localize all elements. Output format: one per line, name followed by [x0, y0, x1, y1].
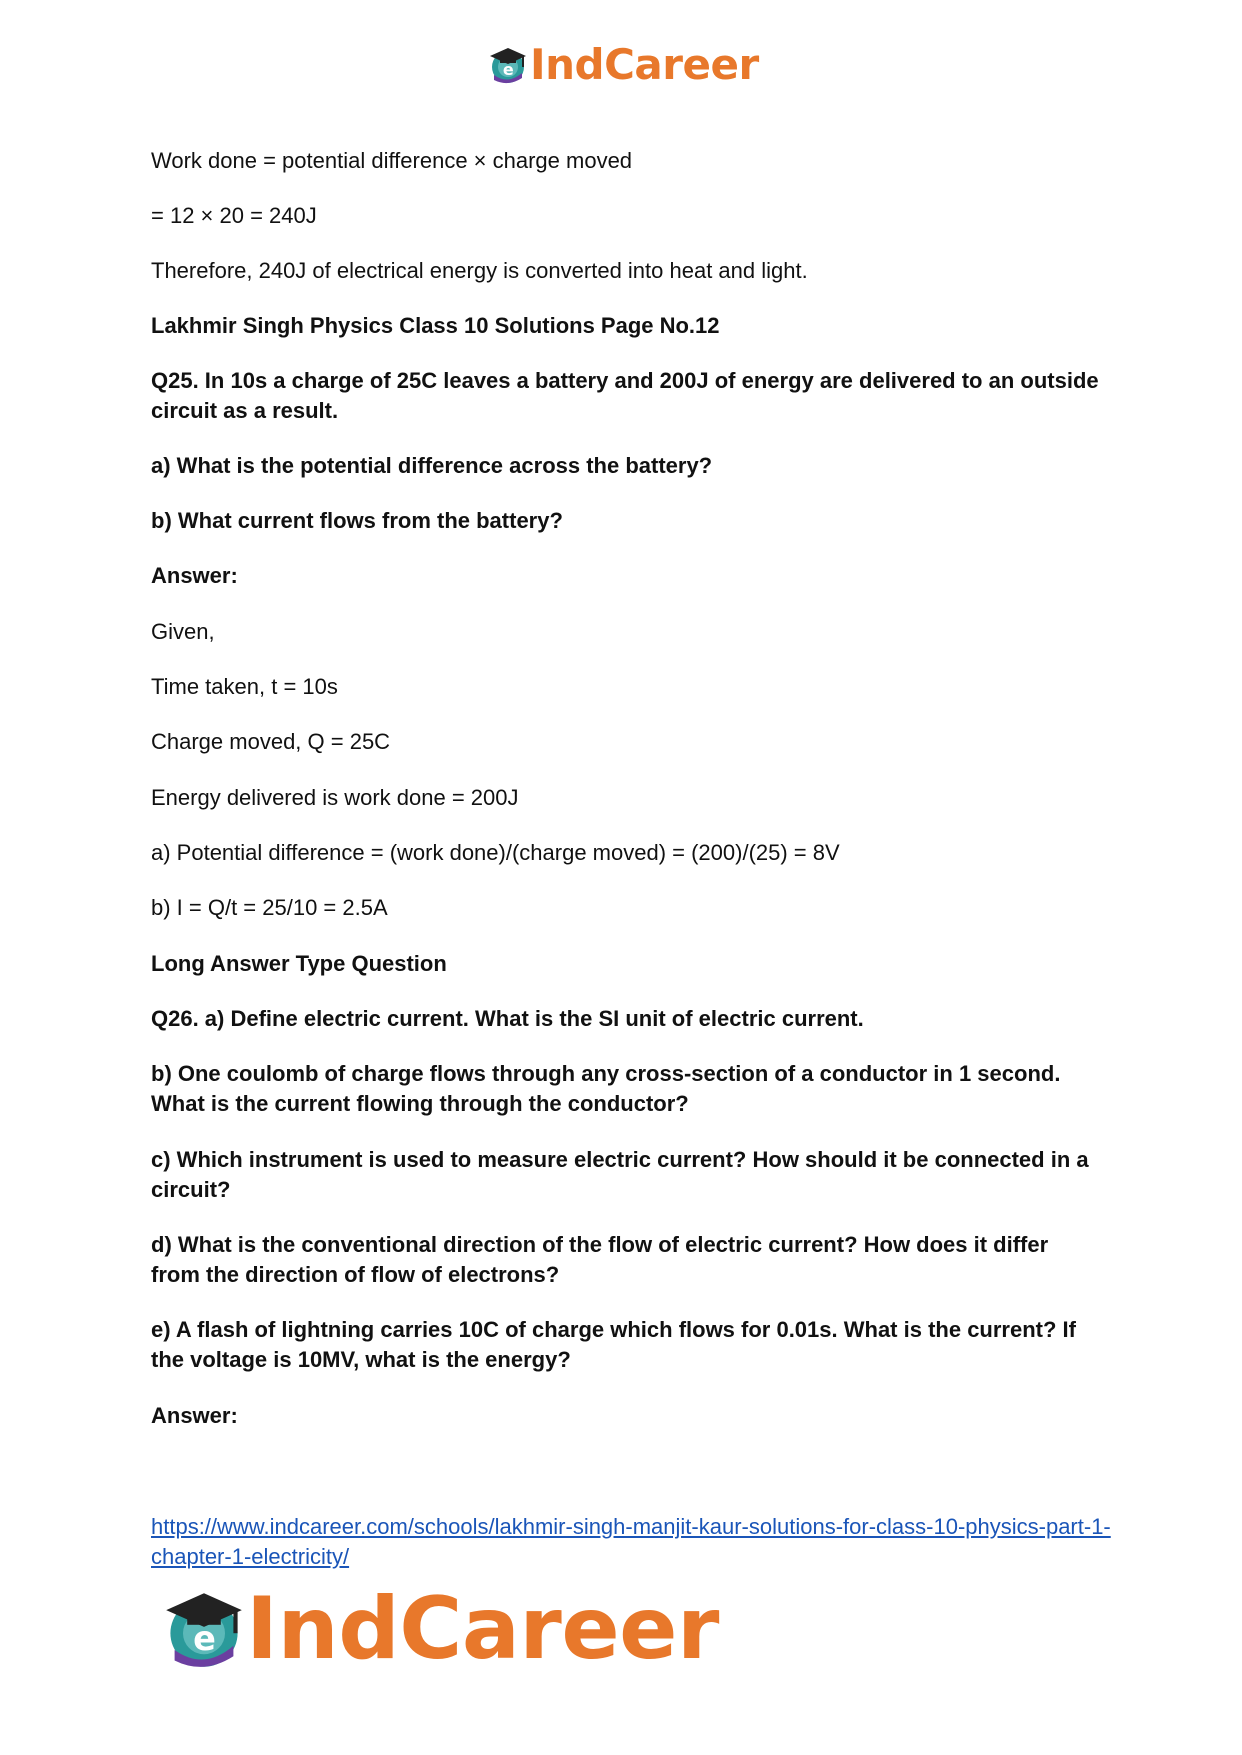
question: Q26. a) Define electric current. What is the SI unit of electric current. [151, 1006, 864, 1031]
question-part: c) Which instrument is used to measure electric current? How should it be connected in a circuit? [151, 1147, 1089, 1202]
paragraph: Energy delivered is work done = 200J [151, 785, 519, 810]
question: Q25. In 10s a charge of 25C leaves a battery and 200J of energy are delivered to an outside circuit as a result. [151, 368, 1099, 423]
paragraph: Time taken, t = 10s [151, 674, 338, 699]
logo-wordmark: IndCareer [246, 1579, 719, 1679]
paragraph: b) I = Q/t = 25/10 = 2.5A [151, 895, 388, 920]
question-part: b) One coulomb of charge flows through any cross-section of a conductor in 1 second. What is the current flowing through the conductor? [151, 1061, 1061, 1116]
paragraph: Work done = potential difference × charge moved [151, 148, 633, 173]
answer-label: Answer: [151, 563, 238, 588]
question-part: e) A flash of lightning carries 10C of charge which flows for 0.01s. What is the current? If the voltage is 10MV, what is the energy? [151, 1317, 1076, 1372]
footer-logo [162, 1579, 719, 1679]
graduation-cap-globe-icon [162, 1587, 246, 1671]
paragraph: Given, [151, 619, 215, 644]
section-heading: Long Answer Type Question [151, 951, 447, 976]
paragraph: = 12 × 20 = 240J [151, 203, 317, 228]
svg-text:e: e [502, 60, 514, 79]
logo-wordmark: IndCareer [530, 40, 759, 89]
paragraph: Therefore, 240J of electrical energy is converted into heat and light. [151, 258, 808, 283]
question-part: d) What is the conventional direction of the flow of electric current? How does it differ from the direction of flow of electrons? [151, 1232, 1049, 1287]
answer-label: Answer: [151, 1403, 238, 1428]
paragraph: Charge moved, Q = 25C [151, 729, 391, 754]
question-part: a) What is the potential difference across the battery? [151, 453, 713, 478]
source-link[interactable]: https://www.indcareer.com/schools/lakhmir-singh-manjit-kaur-solutions-for-class-10-physics-part-1-chapter-1-electricity/ [151, 1514, 1111, 1569]
svg-text:e: e [193, 1619, 215, 1658]
paragraph: a) Potential difference = (work done)/(charge moved) = (200)/(25) = 8V [151, 840, 840, 865]
section-heading: Lakhmir Singh Physics Class 10 Solutions Page No.12 [151, 313, 720, 338]
question-part: b) What current flows from the battery? [151, 508, 563, 533]
header-logo [488, 42, 759, 88]
graduation-cap-globe-icon [488, 45, 528, 85]
